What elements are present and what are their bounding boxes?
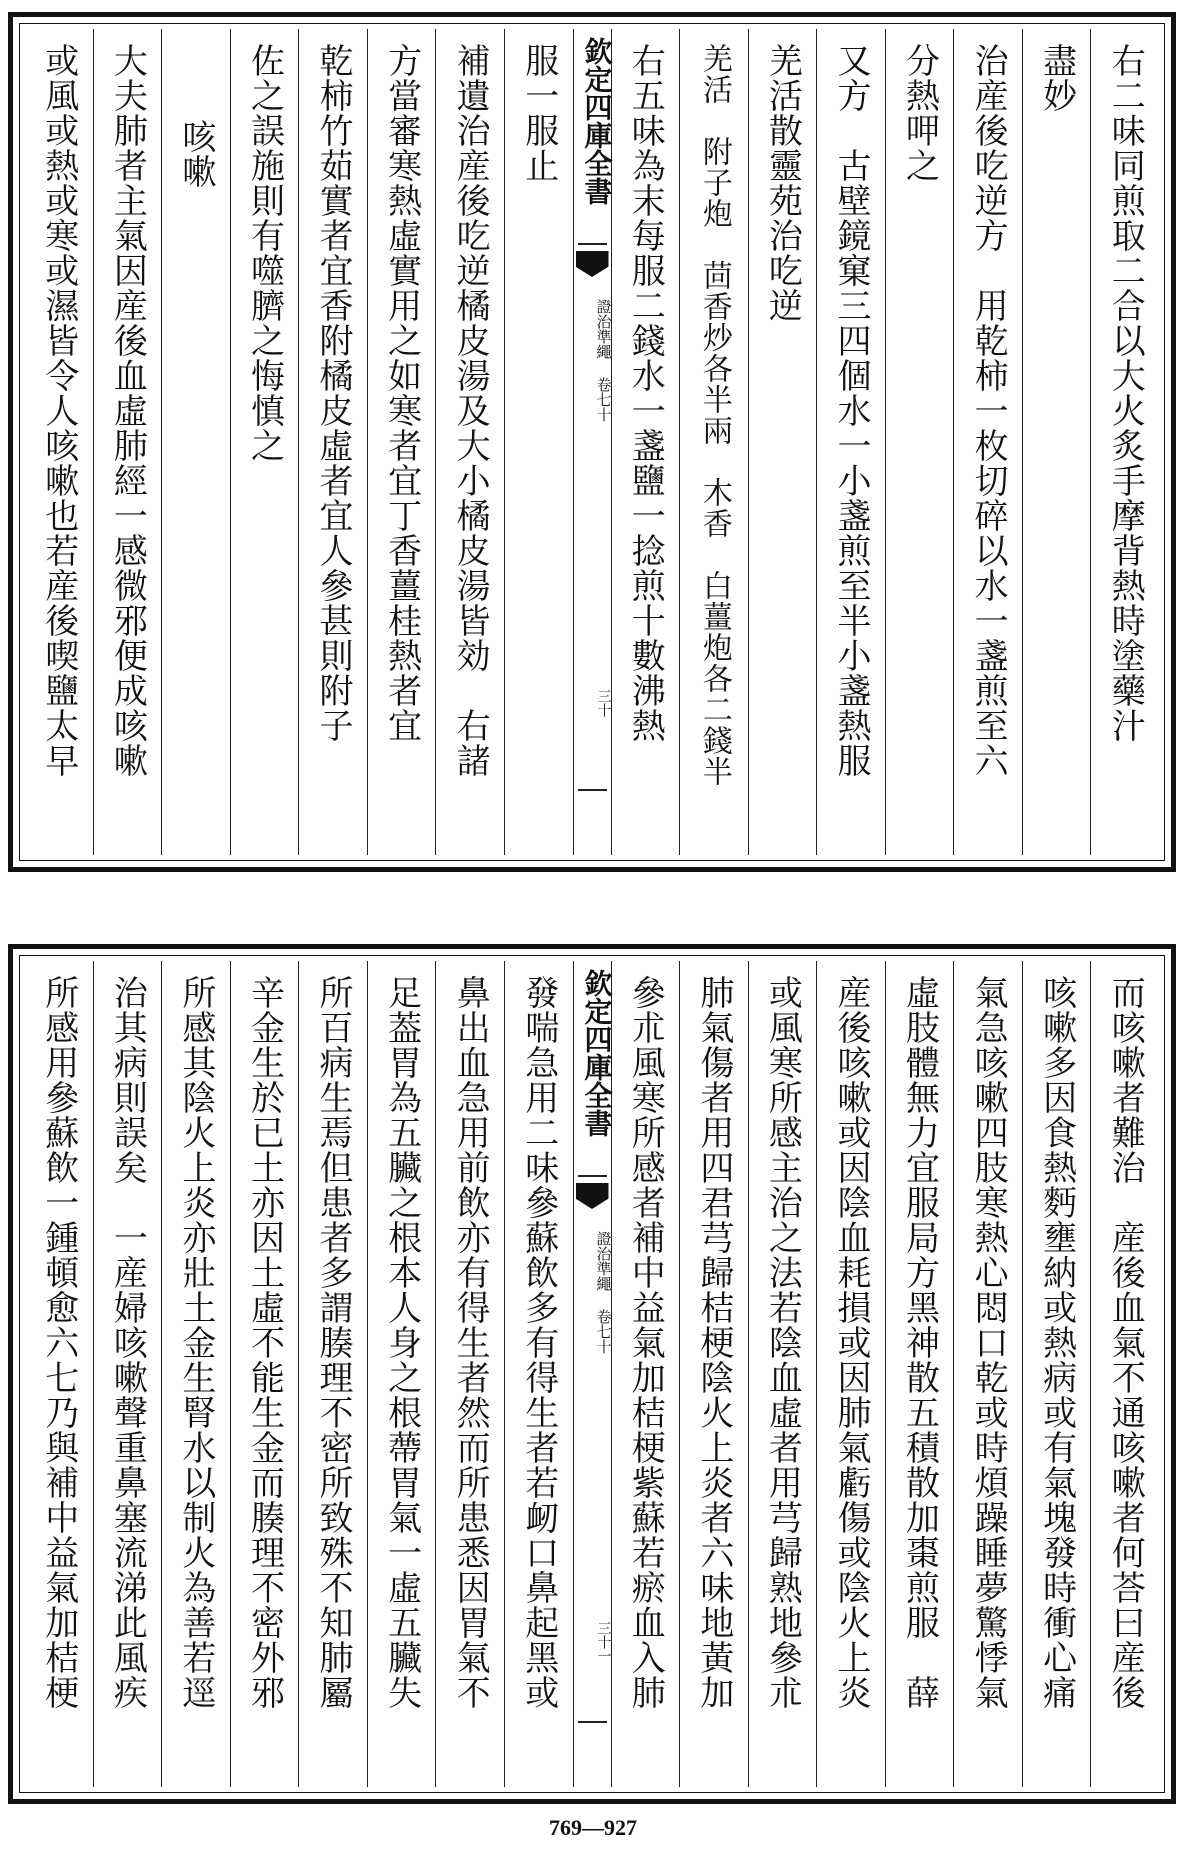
text-column	[953, 961, 1022, 1787]
fold-rule	[578, 243, 607, 245]
column-text: 虛肢體無力宜服局方黑神散五積散加棗煎服 薛	[899, 975, 940, 1710]
text-column	[1022, 29, 1091, 855]
text-column	[953, 29, 1022, 855]
column-text: 又方 古壁鏡窠三四個水一小盞煎至半小盞熱服	[830, 43, 871, 778]
column-text: 盡妙	[1036, 43, 1077, 113]
fold-rule	[578, 1721, 607, 1723]
column-text: 所感用參蘇飲一鍾頓愈六七乃與補中益氣加桔梗	[38, 975, 79, 1710]
column-text: 發喘急用二味參蘇飲多有得生者若衂口鼻起黑或	[518, 975, 559, 1710]
text-column	[93, 29, 162, 855]
text-column	[748, 29, 817, 855]
center-fold-column	[573, 29, 614, 855]
leaf-number: 三十	[595, 689, 612, 717]
center-fold-column	[573, 961, 614, 1787]
book-title: 欽定四庫全書	[580, 37, 614, 205]
fishtail-mark	[576, 1183, 609, 1209]
column-text: 右五味為末每服二錢水一盞鹽一捻煎十數沸熱	[625, 43, 666, 743]
column-text: 氣急咳嗽四肢寒熱心悶口乾或時煩躁睡夢驚悸氣	[968, 975, 1009, 1710]
column-text: 服一服止	[518, 43, 559, 183]
text-column	[885, 29, 954, 855]
text-column	[816, 961, 885, 1787]
column-text: 産後咳嗽或因陰血耗損或因肺氣虧傷或陰火上炎	[830, 975, 871, 1710]
column-text: 羌活 附子炮 茴香炒各半兩 木香 白薑炮各二錢半	[696, 43, 732, 787]
text-column	[611, 961, 680, 1787]
text-column	[367, 961, 436, 1787]
page-bottom-columns	[25, 961, 1159, 1787]
column-text: 所百病生焉但患者多謂腠理不密所致殊不知肺屬	[313, 975, 354, 1710]
column-text: 參朮風寒所感者補中益氣加桔梗紫蘇若瘀血入肺	[625, 975, 666, 1710]
text-column	[679, 961, 748, 1787]
column-text: 分熱呷之	[899, 43, 940, 183]
text-column	[1090, 29, 1159, 855]
column-text: 方當審寒熱虛實用之如寒者宜丁香薑桂熱者宜	[381, 43, 422, 743]
text-column	[611, 29, 680, 855]
text-column	[1022, 961, 1091, 1787]
section-heading: 咳嗽	[175, 119, 216, 189]
column-text: 大夫肺者主氣因産後血虛肺經一感微邪便成咳嗽	[107, 43, 148, 778]
volume-label: 證治準繩 卷七十	[594, 299, 613, 422]
fishtail-mark	[576, 251, 609, 277]
column-text: 補遺治産後吃逆橘皮湯及大小橘皮湯皆効 右諸	[450, 43, 491, 778]
text-column	[25, 961, 93, 1787]
text-column	[885, 961, 954, 1787]
text-column	[1090, 961, 1159, 1787]
page-top-columns	[25, 29, 1159, 855]
leaf-number: 三十一	[595, 1621, 612, 1663]
volume-label: 證治準繩 卷七十	[594, 1231, 613, 1354]
text-column	[298, 961, 367, 1787]
text-column	[230, 29, 299, 855]
column-text: 辛金生於已土亦因土虛不能生金而腠理不密外邪	[244, 975, 285, 1710]
column-text: 咳嗽多因食熱麪壅納或熱病或有氣塊發時衝心痛	[1036, 975, 1077, 1710]
column-text: 治其病則誤矣 一産婦咳嗽聲重鼻塞流涕此風疾	[107, 975, 148, 1710]
column-text: 治産後吃逆方 用乾柿一枚切碎以水一盞煎至六	[968, 43, 1009, 778]
fold-rule	[578, 1175, 607, 1177]
text-column	[25, 29, 93, 855]
column-text: 或風或熱或寒或濕皆令人咳嗽也若産後喫鹽太早	[38, 43, 79, 778]
column-text: 足葢胃為五臟之根本人身之根蔕胃氣一虛五臟失	[381, 975, 422, 1710]
fold-rule	[578, 789, 607, 791]
text-column	[748, 961, 817, 1787]
column-text: 右二味同煎取二合以大火炙手摩背熱時塗藥汁	[1105, 43, 1146, 743]
column-text: 或風寒所感主治之法若陰血虛者用芎歸熟地參朮	[762, 975, 803, 1710]
column-text: 羌活散靈苑治吃逆	[762, 43, 803, 323]
page-top	[8, 12, 1176, 872]
text-column	[93, 961, 162, 1787]
column-text: 而咳嗽者難治 産後血氣不通咳嗽者何荅曰産後	[1105, 975, 1146, 1710]
book-title: 欽定四庫全書	[580, 969, 614, 1137]
text-column	[367, 29, 436, 855]
text-column	[161, 961, 230, 1787]
text-column	[504, 29, 573, 855]
text-column	[435, 29, 504, 855]
text-column	[504, 961, 573, 1787]
text-column	[435, 961, 504, 1787]
text-column	[298, 29, 367, 855]
column-text: 所感其陰火上炎亦壯土金生腎水以制火為善若逕	[175, 975, 216, 1710]
text-column	[816, 29, 885, 855]
column-text: 肺氣傷者用四君芎歸桔梗陰火上炎者六味地黃加	[693, 975, 734, 1710]
page-bottom	[8, 944, 1176, 1804]
column-text: 佐之誤施則有噬臍之悔慎之	[244, 43, 285, 463]
column-text: 乾柿竹茹實者宜香附橘皮虛者宜人參甚則附子	[313, 43, 354, 743]
text-column	[679, 29, 748, 855]
column-text: 鼻出血急用前飲亦有得生者然而所患悉因胃氣不	[450, 975, 491, 1710]
text-column	[230, 961, 299, 1787]
text-column	[161, 29, 230, 855]
page-reference-number: 769—927	[549, 1815, 637, 1840]
